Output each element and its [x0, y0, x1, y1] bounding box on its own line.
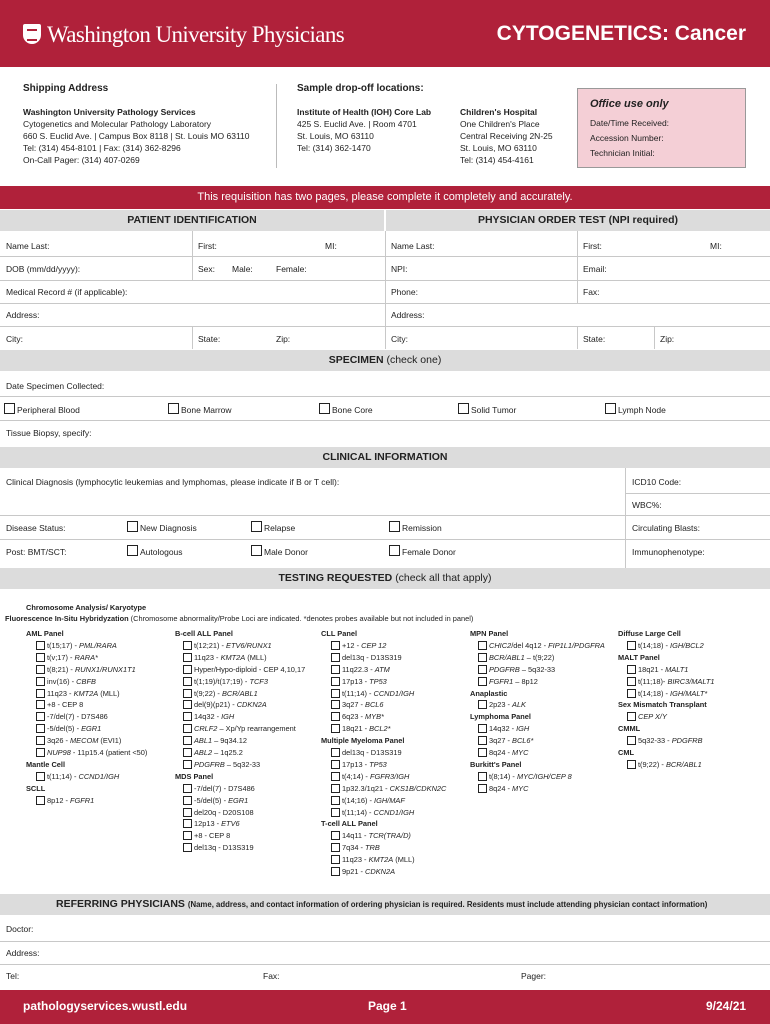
mds-test-checkbox[interactable]	[183, 843, 192, 852]
patient-sex-female[interactable]: Female:	[276, 264, 307, 274]
lymphoma-test-label: 3q27 - BCL6*	[489, 736, 534, 746]
aml-test-checkbox[interactable]	[36, 689, 45, 698]
referring-address-field[interactable]: Address:	[6, 948, 40, 958]
post-option-label: Female Donor	[402, 547, 456, 557]
immunophenotype-field[interactable]: Immunophenotype:	[632, 547, 705, 557]
anaplastic-panel-title: Anaplastic	[470, 688, 508, 698]
male-donor-checkbox[interactable]	[251, 545, 262, 556]
burkitts-test-label: 8q24 - MYC	[489, 783, 529, 793]
specimen-header	[0, 350, 770, 371]
sex-mismatch-panel-title: Sex Mismatch Transplant	[618, 700, 707, 710]
logo-text: Washington University Physicians	[47, 22, 345, 47]
office-title: Office use only	[590, 98, 669, 110]
divider	[0, 941, 770, 942]
burkitts-test-checkbox[interactable]	[478, 772, 487, 781]
multiple-myeloma-test-checkbox[interactable]	[331, 796, 340, 805]
cll-test-label: 18q21 - BCL2*	[342, 724, 391, 734]
status-option-label: Remission	[402, 523, 442, 533]
accession-number-field[interactable]: Accession Number:	[590, 133, 664, 143]
shipping-line: Cytogenetics and Molecular Pathology Laboratory	[23, 119, 212, 129]
patient-sex-male[interactable]: Male:	[232, 264, 253, 274]
remission-checkbox[interactable]	[389, 521, 400, 532]
mpn-test-checkbox[interactable]	[478, 641, 487, 650]
aml-test-checkbox[interactable]	[36, 641, 45, 650]
malt-test-label: t(14;18) - IGH/MALT*	[638, 688, 708, 698]
cll-panel-title: CLL Panel	[321, 629, 358, 638]
b-cell-all-test-checkbox[interactable]	[183, 748, 192, 757]
mantle-cell-test-label: t(11;14) - CCND1/IGH	[47, 771, 120, 781]
aml-test-label: -5/del(5) - EGR1	[47, 724, 102, 734]
referring-header	[0, 894, 770, 915]
cml-test-label: t(9;22) - BCR/ABL1	[638, 759, 702, 769]
lymphoma-test-checkbox[interactable]	[478, 724, 487, 733]
mds-test-label: +8 - CEP 8	[194, 831, 231, 841]
office-use-box	[577, 88, 746, 168]
fish-title: Fluorescence In-Situ Hybridyzation	[5, 614, 129, 623]
multiple-myeloma-test-label: t(14;16) - IGH/MAF	[342, 795, 405, 805]
cmml-panel-title: CMML	[618, 724, 641, 734]
cll-test-label: t(11;14) - CCND1/IGH	[342, 688, 415, 698]
mds-test-label: 12p13 - ETV6	[194, 819, 240, 829]
clinical-diagnosis-field[interactable]: Clinical Diagnosis (lymphocytic leukemias and lymphomas, please indicate if B or T cell):	[6, 477, 340, 487]
t-cell-all-test-checkbox[interactable]	[331, 843, 340, 852]
aml-test-checkbox[interactable]	[36, 677, 45, 686]
shipping-heading: Shipping Address	[23, 83, 109, 94]
multiple-myeloma-test-label: 1p32.3/1q21 - CKS1B/CDKN2C	[342, 783, 447, 793]
sex-mismatch-test-label: CEP X/Y	[638, 712, 667, 722]
sex-mismatch-test-checkbox[interactable]	[627, 712, 636, 721]
cll-test-checkbox[interactable]	[331, 700, 340, 709]
b-cell-all-test-checkbox[interactable]	[183, 641, 192, 650]
diffuse-large-cell-panel-title: Diffuse Large Cell	[618, 629, 681, 638]
multiple-myeloma-test-checkbox[interactable]	[331, 784, 340, 793]
cll-test-label: +12 - CEP 12	[342, 640, 387, 650]
lymphoma-test-checkbox[interactable]	[478, 736, 487, 745]
bone-marrow-checkbox[interactable]	[168, 403, 179, 414]
icd10-field[interactable]: ICD10 Code:	[632, 477, 682, 487]
lymphoma-test-label: 14q32 - IGH	[489, 724, 530, 734]
patient-id-header: PATIENT IDENTIFICATION	[0, 210, 384, 231]
cll-test-label: del13q - D13S319	[342, 652, 402, 662]
solid-tumor-checkbox[interactable]	[458, 403, 469, 414]
mds-test-label: -7/del(7) - D7S486	[194, 783, 255, 793]
multiple-myeloma-test-label: t(11;14) - CCND1/IGH	[342, 807, 415, 817]
ch-name: Children's Hospital	[460, 107, 538, 117]
multiple-myeloma-panel-title: Multiple Myeloma Panel	[321, 736, 405, 746]
b-cell-all-test-label: t(9;22) - BCR/ABL1	[194, 688, 258, 698]
testing-header	[0, 568, 770, 589]
specimen-heading: SPECIMEN	[328, 354, 384, 366]
specimen-option-label: Lymph Node	[618, 405, 666, 415]
divider	[385, 231, 386, 349]
divider	[276, 84, 277, 168]
aml-test-checkbox[interactable]	[36, 748, 45, 757]
cml-panel-title: CML	[618, 748, 635, 757]
mantle-cell-panel-title: Mantle Cell	[26, 759, 66, 769]
mpn-panel-title: MPN Panel	[470, 629, 509, 638]
aml-test-label: inv(16) - CBFB	[47, 676, 96, 686]
divider	[0, 964, 770, 965]
divider	[0, 539, 770, 540]
physician-city-field[interactable]: City:	[391, 334, 408, 344]
circulating-blasts-field[interactable]: Circulating Blasts:	[632, 523, 701, 533]
referring-fax-field[interactable]: Fax:	[263, 971, 280, 981]
fish-note: (Chromosome abnormality/Probe Loci are indicated. *denotes probes available but not included in panel)	[130, 614, 474, 623]
chromosome-analysis-label: Chromosome Analysis/ Karyotype	[26, 603, 147, 612]
mpn-test-label: BCR/ABL1 – t(9;22)	[489, 652, 555, 662]
ioh-line: 425 S. Euclid Ave. | Room 4701	[297, 119, 417, 129]
cmml-test-label: 5q32-33 - PDGFRB	[638, 736, 703, 746]
b-cell-all-test-label: t(1;19)/t(17;19) - TCF3	[194, 676, 268, 686]
physician-order-header: PHYSICIAN ORDER TEST (NPI required)	[386, 210, 770, 231]
shipping-name: Washington University Pathology Services	[23, 107, 196, 117]
aml-test-label: NUP98 - 11p15.4 (patient <50)	[47, 748, 148, 757]
mds-test-label: del13q - D13S319	[194, 843, 254, 853]
malt-test-checkbox[interactable]	[627, 665, 636, 674]
burkitts-panel-title: Burkitt's Panel	[470, 759, 522, 769]
scll-test-checkbox[interactable]	[36, 796, 45, 805]
mds-test-checkbox[interactable]	[183, 831, 192, 840]
cll-test-checkbox[interactable]	[331, 665, 340, 674]
cll-test-checkbox[interactable]	[331, 689, 340, 698]
t-cell-all-panel-title: T-cell ALL Panel	[321, 819, 378, 829]
footer-date: 9/24/21	[706, 999, 747, 1013]
ch-line: St. Louis, MO 63110	[460, 143, 537, 153]
footer-bar	[0, 990, 770, 1024]
aml-test-checkbox[interactable]	[36, 724, 45, 733]
mpn-test-label: FGFR1 – 8p12	[489, 676, 538, 686]
b-cell-all-test-label: ABL2 – 1q25.2	[194, 748, 243, 757]
aml-test-label: t(8;21) - RUNX1/RUNX1T1	[47, 664, 136, 674]
b-cell-all-test-label: t(12;21) - ETV6/RUNX1	[194, 640, 272, 650]
mds-test-checkbox[interactable]	[183, 784, 192, 793]
t-cell-all-test-checkbox[interactable]	[331, 855, 340, 864]
b-cell-all-test-checkbox[interactable]	[183, 724, 192, 733]
divider	[0, 515, 770, 516]
mds-test-checkbox[interactable]	[183, 808, 192, 817]
date-time-received-field[interactable]: Date/Time Received:	[590, 118, 670, 128]
malt-test-checkbox[interactable]	[627, 689, 636, 698]
referring-heading: REFERRING PHYSICIANS	[56, 898, 185, 910]
malt-test-checkbox[interactable]	[627, 677, 636, 686]
t-cell-all-test-checkbox[interactable]	[331, 831, 340, 840]
specimen-option-label: Peripheral Blood	[17, 405, 80, 415]
t-cell-all-test-label: 9p21 - CDKN2A	[342, 867, 395, 876]
cll-test-label: 17p13 - TP53	[342, 676, 387, 686]
relapse-checkbox[interactable]	[251, 521, 262, 532]
b-cell-all-panel-title: B-cell ALL Panel	[175, 629, 233, 638]
referring-tel-field[interactable]: Tel:	[6, 971, 20, 981]
mpn-test-label: PDGFRB – 5q32-33	[489, 664, 556, 674]
multiple-myeloma-test-label: del13q - D13S319	[342, 748, 402, 757]
physician-email-field[interactable]: Email:	[583, 264, 607, 274]
b-cell-all-test-checkbox[interactable]	[183, 760, 192, 769]
specimen-heading-note: (check one)	[386, 354, 442, 366]
malt-test-label: t(11;18)- BIRC3/MALT1	[638, 676, 715, 686]
diffuse-large-cell-test-label: t(14;18) - IGH/BCL2	[638, 640, 704, 650]
lymph-node-checkbox[interactable]	[605, 403, 616, 414]
referring-doctor-field[interactable]: Doctor:	[6, 924, 34, 934]
aml-test-label: t(v;17) - RARA*	[47, 652, 98, 662]
mpn-test-checkbox[interactable]	[478, 677, 487, 686]
cll-test-label: 6q23 - MYB*	[342, 712, 384, 722]
diffuse-large-cell-test-checkbox[interactable]	[627, 641, 636, 650]
aml-test-label: 3q26 - MECOM (EVI1)	[47, 736, 122, 746]
peripheral-blood-checkbox[interactable]	[4, 403, 15, 414]
referring-pager-field[interactable]: Pager:	[521, 971, 547, 981]
aml-test-checkbox[interactable]	[36, 665, 45, 674]
b-cell-all-test-checkbox[interactable]	[183, 689, 192, 698]
physician-state-field[interactable]: State:	[583, 334, 606, 344]
b-cell-all-test-label: CRLF2 – Xp/Yp rearrangement	[194, 724, 296, 734]
fish-description	[5, 613, 473, 624]
mds-test-label: del20q - D20S108	[194, 807, 254, 817]
cll-test-checkbox[interactable]	[331, 653, 340, 662]
patient-mrn-field[interactable]: Medical Record # (if applicable):	[6, 287, 128, 297]
physician-last-name-field[interactable]: Name Last:	[391, 241, 435, 251]
divider	[192, 326, 193, 349]
divider	[0, 396, 770, 397]
specimen-option-label: Bone Marrow	[181, 405, 232, 415]
t-cell-all-test-checkbox[interactable]	[331, 867, 340, 876]
b-cell-all-test-label: 11q23 - KMT2A (MLL)	[194, 652, 267, 662]
t-cell-all-test-label: 7q34 - TRB	[342, 843, 380, 853]
disease-status-label: Disease Status:	[6, 523, 66, 533]
lymphoma-panel-title: Lymphoma Panel	[470, 712, 531, 722]
patient-state-field[interactable]: State:	[198, 334, 221, 344]
b-cell-all-test-checkbox[interactable]	[183, 700, 192, 709]
b-cell-all-test-checkbox[interactable]	[183, 712, 192, 721]
shipping-line: 660 S. Euclid Ave. | Campus Box 8118 | St. Louis MO 63110	[23, 131, 250, 141]
mpn-test-label: CHIC2/del 4q12 - FIP1L1/PDGFRA	[489, 640, 605, 650]
burkitts-test-checkbox[interactable]	[478, 784, 487, 793]
shipping-line: Tel: (314) 454-8101 | Fax: (314) 362-8296	[23, 143, 181, 153]
cll-test-checkbox[interactable]	[331, 677, 340, 686]
burkitts-test-label: t(8;14) - MYC/IGH/CEP 8	[489, 771, 572, 781]
new-diagnosis-checkbox[interactable]	[127, 521, 138, 532]
mantle-cell-test-checkbox[interactable]	[36, 772, 45, 781]
cll-test-label: 3q27 - BCL6	[342, 700, 384, 710]
b-cell-all-test-checkbox[interactable]	[183, 677, 192, 686]
footer-page-number: Page 1	[368, 999, 407, 1013]
patient-address-field[interactable]: Address:	[6, 310, 40, 320]
physician-fax-field[interactable]: Fax:	[583, 287, 600, 297]
ioh-name: Institute of Health (IOH) Core Lab	[297, 107, 432, 117]
cll-test-label: 11q22.3 - ATM	[342, 664, 390, 674]
aml-test-label: +8 - CEP 8	[47, 700, 84, 710]
divider	[654, 326, 655, 349]
divider	[0, 420, 770, 421]
status-option-label: Relapse	[264, 523, 296, 533]
aml-test-checkbox[interactable]	[36, 712, 45, 721]
aml-test-label: t(15;17) - PML/RARA	[47, 640, 117, 650]
mds-test-label: -5/del(5) - EGR1	[194, 795, 249, 805]
multiple-myeloma-test-label: 17p13 - TP53	[342, 759, 387, 769]
shipping-line: On-Call Pager: (314) 407-0269	[23, 155, 140, 165]
b-cell-all-test-label: del(9)(p21) - CDKN2A	[194, 700, 267, 710]
physician-phone-field[interactable]: Phone:	[391, 287, 418, 297]
form-title: CYTOGENETICS: Cancer	[496, 22, 746, 45]
b-cell-all-test-label: Hyper/Hypo-diploid - CEP 4,10,17	[194, 664, 306, 674]
divider	[625, 468, 626, 568]
date-collected-field[interactable]: Date Specimen Collected:	[6, 381, 105, 391]
dropoff-heading: Sample drop-off locations:	[297, 83, 424, 94]
lymphoma-test-checkbox[interactable]	[478, 748, 487, 757]
mds-panel-title: MDS Panel	[175, 771, 214, 781]
cml-test-checkbox[interactable]	[627, 760, 636, 769]
female-donor-checkbox[interactable]	[389, 545, 400, 556]
b-cell-all-test-label: 14q32 - IGH	[194, 712, 235, 722]
t-cell-all-test-label: 11q23 - KMT2A (MLL)	[342, 855, 415, 865]
t-cell-all-test-label: 14q11 - TCR(TRA/D)	[342, 831, 411, 841]
ch-line: One Children's Place	[460, 119, 540, 129]
cll-test-checkbox[interactable]	[331, 712, 340, 721]
mpn-test-checkbox[interactable]	[478, 653, 487, 662]
physician-first-name-field[interactable]: First:	[583, 241, 602, 251]
specimen-option-label: Bone Core	[332, 405, 373, 415]
patient-dob-field[interactable]: DOB (mm/dd/yyyy):	[6, 264, 81, 274]
patient-first-name-field[interactable]: First:	[198, 241, 217, 251]
multiple-myeloma-test-checkbox[interactable]	[331, 760, 340, 769]
anaplastic-test-checkbox[interactable]	[478, 700, 487, 709]
status-option-label: New Diagnosis	[140, 523, 197, 533]
scll-panel-title: SCLL	[26, 783, 46, 793]
physician-npi-field[interactable]: NPI:	[391, 264, 408, 274]
testing-heading: TESTING REQUESTED	[278, 572, 393, 584]
post-option-label: Male Donor	[264, 547, 308, 557]
b-cell-all-test-checkbox[interactable]	[183, 665, 192, 674]
cmml-test-checkbox[interactable]	[627, 736, 636, 745]
divider	[577, 231, 578, 303]
tissue-biopsy-field[interactable]: Tissue Biopsy, specify:	[6, 428, 92, 438]
cll-test-checkbox[interactable]	[331, 641, 340, 650]
autologous-checkbox[interactable]	[127, 545, 138, 556]
aml-test-checkbox[interactable]	[36, 653, 45, 662]
aml-test-label: -7/del(7) - D7S486	[47, 712, 108, 722]
referring-note: (Name, address, and contact information of ordering physician is required. Residents must include attending physician contact information)	[187, 900, 708, 909]
aml-test-label: 11q23 - KMT2A (MLL)	[47, 688, 120, 698]
testing-heading-note: (check all that apply)	[395, 572, 492, 584]
multiple-myeloma-test-checkbox[interactable]	[331, 808, 340, 817]
ch-line: Tel: (314) 454-4161	[460, 155, 534, 165]
physician-address-field[interactable]: Address:	[391, 310, 425, 320]
physician-mi-field[interactable]: MI:	[710, 241, 722, 251]
technician-initial-field[interactable]: Technician Initial:	[590, 148, 655, 158]
wbc-field[interactable]: WBC%:	[632, 500, 662, 510]
cll-test-checkbox[interactable]	[331, 724, 340, 733]
mpn-test-checkbox[interactable]	[478, 665, 487, 674]
ioh-line: St. Louis, MO 63110	[297, 131, 374, 141]
patient-last-name-field[interactable]: Name Last:	[6, 241, 50, 251]
clinical-header: CLINICAL INFORMATION	[0, 447, 770, 468]
bone-core-checkbox[interactable]	[319, 403, 330, 414]
aml-test-checkbox[interactable]	[36, 700, 45, 709]
lymphoma-test-label: 8q24 - MYC	[489, 748, 529, 757]
patient-city-field[interactable]: City:	[6, 334, 23, 344]
specimen-option-label: Solid Tumor	[471, 405, 517, 415]
b-cell-all-test-checkbox[interactable]	[183, 653, 192, 662]
malt-panel-title: MALT Panel	[618, 652, 660, 662]
ch-line: Central Receiving 2N-25	[460, 131, 553, 141]
mds-test-checkbox[interactable]	[183, 796, 192, 805]
divider	[577, 326, 578, 349]
ioh-line: Tel: (314) 362-1470	[297, 143, 371, 153]
requisition-banner: This requisition has two pages, please complete it completely and accurately.	[0, 186, 770, 209]
anaplastic-test-label: 2p23 - ALK	[489, 700, 526, 710]
aml-test-checkbox[interactable]	[36, 736, 45, 745]
patient-mi-field[interactable]: MI:	[325, 241, 337, 251]
patient-zip-field[interactable]: Zip:	[276, 334, 291, 344]
post-option-label: Autologous	[140, 547, 183, 557]
patient-sex-label: Sex:	[198, 264, 216, 274]
multiple-myeloma-test-label: t(4;14) - FGFR3/IGH	[342, 771, 410, 781]
malt-test-label: 18q21 - MALT1	[638, 664, 689, 674]
divider	[192, 231, 193, 280]
multiple-myeloma-test-checkbox[interactable]	[331, 748, 340, 757]
university-shield-icon	[23, 24, 41, 44]
multiple-myeloma-test-checkbox[interactable]	[331, 772, 340, 781]
b-cell-all-test-label: ABL1 – 9q34.12	[194, 736, 248, 746]
post-bmt-label: Post: BMT/SCT:	[6, 547, 67, 557]
b-cell-all-test-label: PDGFRB – 5q32-33	[194, 759, 261, 769]
scll-test-label: 8p12 - FGFR1	[47, 795, 95, 805]
b-cell-all-test-checkbox[interactable]	[183, 736, 192, 745]
footer-website[interactable]: pathologyservices.wustl.edu	[23, 999, 188, 1013]
physician-zip-field[interactable]: Zip:	[660, 334, 675, 344]
divider	[625, 493, 770, 494]
aml-panel-title: AML Panel	[26, 629, 64, 638]
mds-test-checkbox[interactable]	[183, 819, 192, 828]
